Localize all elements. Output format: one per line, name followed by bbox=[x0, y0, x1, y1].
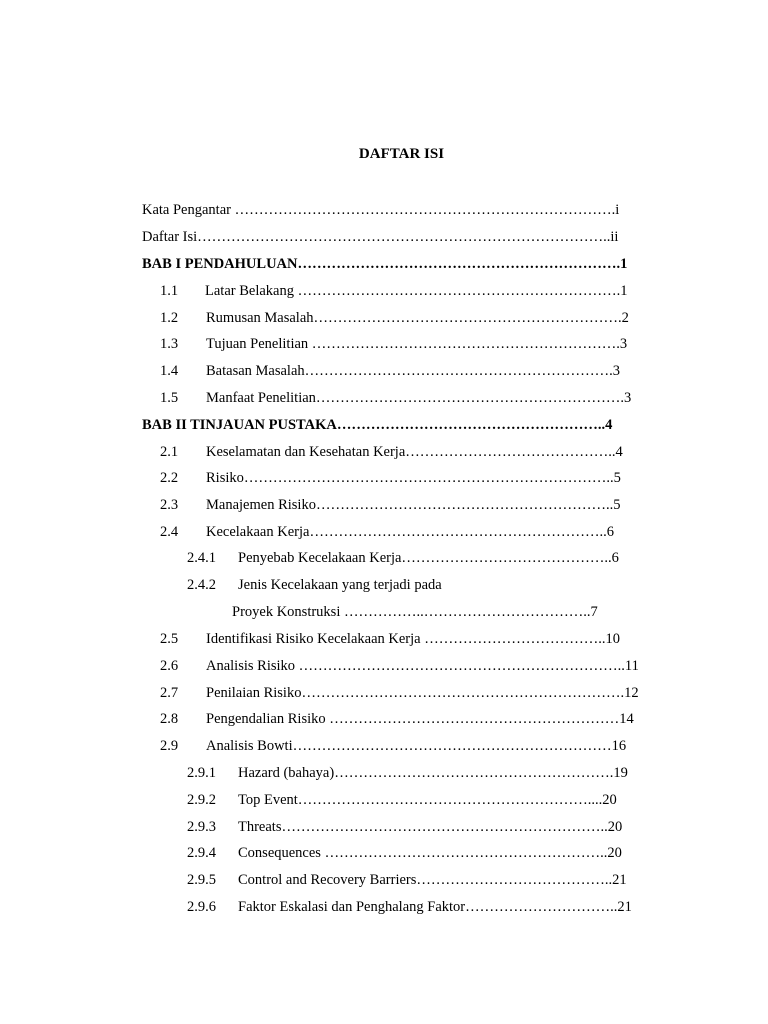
toc-entry: Pengendalian Risiko ……………………………………………………14 bbox=[206, 711, 634, 727]
toc-entry: Hazard (bahaya)………………………………………………….19 bbox=[238, 765, 628, 781]
toc-entry: Keselamatan dan Kesehatan Kerja……………………………………..4 bbox=[206, 444, 623, 460]
toc-entry: Latar Belakang ………………………………………………………….1 bbox=[205, 283, 628, 299]
toc-entry: Kecelakaan Kerja……………………………………………………..6 bbox=[206, 524, 614, 540]
toc-number: 2.4 bbox=[160, 524, 179, 540]
toc-number: 1.1 bbox=[160, 283, 179, 299]
toc-number: 2.6 bbox=[160, 658, 179, 674]
toc-number: 1.3 bbox=[160, 336, 179, 352]
toc-entry: Identifikasi Risiko Kecelakaan Kerja ………………………………..10 bbox=[206, 631, 620, 647]
toc-entry: Tujuan Penelitian ……………………………………………………….3 bbox=[206, 336, 628, 352]
toc-chapter-1: BAB I PENDAHULUAN………………………………………………………….1 bbox=[142, 256, 628, 272]
toc-entry: Top Event……………………………………………………....20 bbox=[238, 792, 617, 808]
toc-number: 1.5 bbox=[160, 390, 179, 406]
toc-number: 2.9.1 bbox=[187, 765, 216, 781]
toc-number: 2.7 bbox=[160, 685, 179, 701]
toc-entry: Consequences …………………………………………………..20 bbox=[238, 845, 622, 861]
toc-number: 2.5 bbox=[160, 631, 179, 647]
toc-entry: Manfaat Penelitian……………………………………………………….3 bbox=[206, 390, 632, 406]
toc-entry: Control and Recovery Barriers…………………………………..21 bbox=[238, 872, 627, 888]
toc-number: 2.8 bbox=[160, 711, 179, 727]
toc-entry: Faktor Eskalasi dan Penghalang Faktor…………………………..21 bbox=[238, 899, 632, 915]
toc-number: 2.1 bbox=[160, 444, 179, 460]
toc-entry-daftar-isi: Daftar Isi…………………………………………………………………………..ii bbox=[142, 229, 619, 245]
toc-chapter-2: BAB II TINJAUAN PUSTAKA………………………………………………..4 bbox=[142, 417, 613, 433]
toc-number: 2.9.6 bbox=[187, 899, 216, 915]
toc-number: 1.2 bbox=[160, 310, 179, 326]
toc-number: 2.9.2 bbox=[187, 792, 216, 808]
toc-number: 2.9 bbox=[160, 738, 179, 754]
toc-entry: Rumusan Masalah……………………………………………………….2 bbox=[206, 310, 629, 326]
toc-number: 2.9.5 bbox=[187, 872, 216, 888]
toc-number: 1.4 bbox=[160, 363, 179, 379]
toc-entry: Manajemen Risiko……………………………………………………..5 bbox=[206, 497, 621, 513]
page-title: DAFTAR ISI bbox=[358, 146, 445, 162]
toc-number: 2.2 bbox=[160, 470, 179, 486]
toc-entry: Penyebab Kecelakaan Kerja……………………………………..6 bbox=[238, 550, 619, 566]
toc-number: 2.9.4 bbox=[187, 845, 216, 861]
toc-number: 2.4.2 bbox=[187, 577, 216, 593]
toc-number: 2.3 bbox=[160, 497, 179, 513]
toc-entry-continuation: Proyek Konstruksi ……………..……………………………..7 bbox=[232, 604, 598, 620]
toc-entry: Jenis Kecelakaan yang terjadi pada bbox=[238, 577, 442, 593]
toc-entry: Analisis Risiko …………………………………………………………..11 bbox=[206, 658, 639, 674]
toc-entry-kata-pengantar: Kata Pengantar …………………………………………………………………….i bbox=[142, 202, 620, 218]
toc-entry: Batasan Masalah……………………………………………………….3 bbox=[206, 363, 621, 379]
toc-number: 2.9.3 bbox=[187, 819, 216, 835]
toc-entry: Penilaian Risiko………………………………………………………….12 bbox=[206, 685, 639, 701]
toc-entry: Threats…………………………………………………………..20 bbox=[238, 819, 623, 835]
toc-entry: Risiko…………………………………………………………………..5 bbox=[206, 470, 621, 486]
toc-number: 2.4.1 bbox=[187, 550, 216, 566]
toc-entry: Analisis Bowti…………………………………………………………16 bbox=[206, 738, 627, 754]
